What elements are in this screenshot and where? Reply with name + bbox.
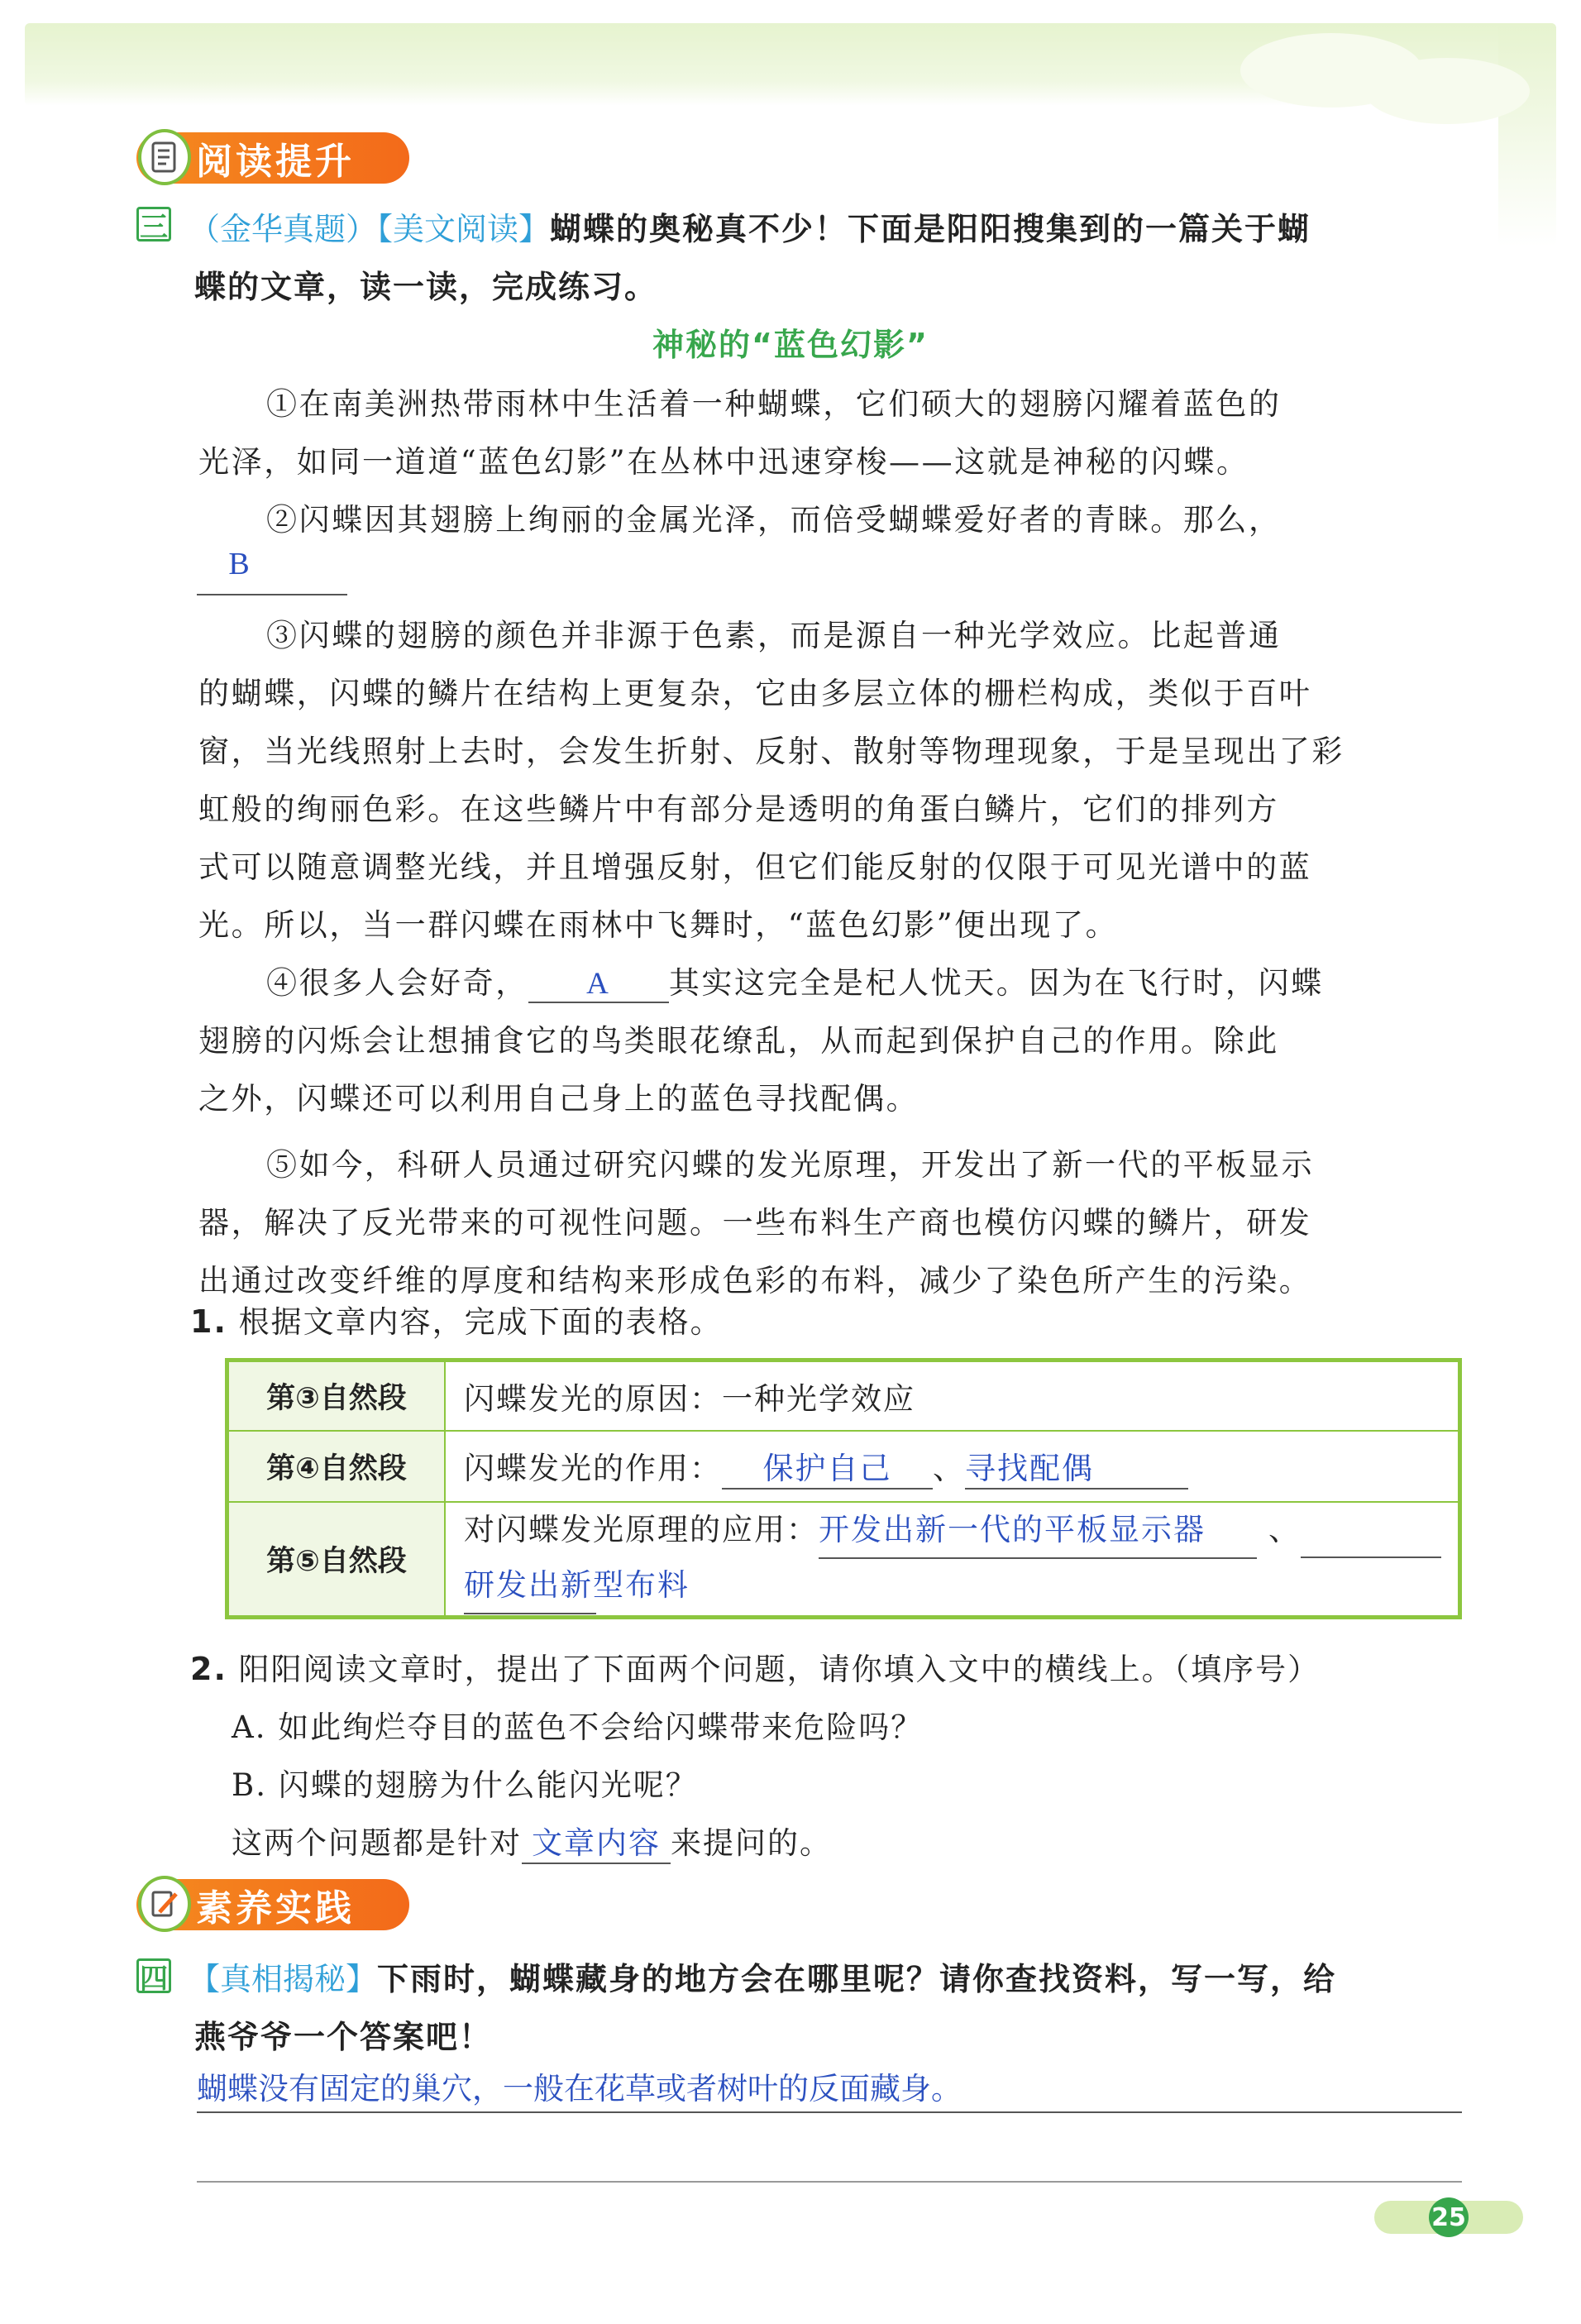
answer-field: 寻找配偶 [965,1443,1188,1490]
question-number-4: 四 [136,1958,171,1993]
book-icon [138,129,191,185]
footer-divider [197,2181,1462,2183]
section-badge-reading [136,132,409,184]
task-number: 2. [190,1651,227,1687]
article-title: 神秘的“蓝色幻影” [652,327,929,363]
table-row [228,1431,1459,1502]
paragraph-2-line: ②闪蝶因其翅膀上绚丽的金属光泽，而倍受蝴蝶爱好者的青睐。那么， [266,502,1282,538]
conclusion-text: 这两个问题都是针对 [232,1825,522,1861]
separator: 、 [933,1451,965,1486]
page-number: 25 [1429,2197,1469,2237]
question-number-3: 三 [136,207,171,241]
paragraph-1-line: ①在南美洲热带雨林中生活着一种蝴蝶，它们硕大的翅膀闪耀着蓝色的 [266,386,1282,422]
paragraph-5-line: ⑤如今，科研人员通过研究闪蝶的发光原理，开发出了新一代的平板显示 [266,1147,1315,1183]
paragraph-4-line: 之外，闪蝶还可以利用自己身上的蓝色寻找配偶。 [198,1081,919,1117]
separator: 、 [1268,1512,1301,1547]
task-number: 1. [190,1303,227,1340]
paragraph-3-line: 的蝴蝶，闪蝶的鳞片在结构上更复杂，它由多层立体的栅栏构成，类似于百叶 [198,676,1312,711]
section-title: 阅读提升 [196,141,355,183]
answer-field: 保护自己 [722,1443,933,1490]
paragraph-3-line: 窗，当光线照射上去时，会发生折射、反射、散射等物理现象，于是呈现出了彩 [198,734,1345,769]
answer-field: 文章内容 [522,1818,671,1864]
task-2-prompt [190,1644,1320,1689]
prompt-text-2: 燕爷爷一个答案吧！ [194,2019,493,2055]
paragraph-5-line: 出通过改变纤维的厚度和结构来形成色彩的布料，减少了染色所产生的污染。 [198,1263,1312,1298]
blank-B [197,546,347,595]
option-B: B. 闪蝶的翅膀为什么能闪光呢？ [232,1767,698,1803]
page-number-badge [1366,2196,1531,2239]
answer-field: 开发出新一代的平板显示器 [819,1504,1257,1559]
answer-text: 蝴蝶没有固定的巢穴，一般在花草或者树叶的反面藏身。 [197,2073,962,2106]
row-head: 第④自然段 [228,1431,445,1502]
p4-text-b: 其实这完全是杞人忧天。因为在飞行时，闪蝶 [668,965,1324,1001]
row-content [445,1502,1459,1616]
question-3-intro [189,203,1311,249]
empty-blank [1301,1504,1441,1558]
row-head: 第⑤自然段 [228,1502,445,1616]
paragraph-3-line: 光。所以，当一群闪蝶在雨林中飞舞时，“蓝色幻影”便出现了。 [198,907,1119,943]
question-4-prompt [189,1953,1336,1999]
prompt-text: 下雨时，蝴蝶藏身的地方会在哪里呢？请你查找资料，写一写，给 [377,1961,1337,1997]
answer-line [197,2063,1462,2113]
table-row [228,1361,1459,1431]
paragraph-5-line: 器，解决了反光带来的可视性问题。一些布料生产商也模仿闪蝶的鳞片，研发 [198,1205,1312,1241]
paragraph-3-line: 虹般的绚丽色彩。在这些鳞片中有部分是透明的角蛋白鳞片，它们的排列方 [198,791,1279,827]
intro-text: 蝴蝶的奥秘真不少！下面是阳阳搜集到的一篇关于蝴 [550,211,1311,247]
task-2-conclusion [232,1818,832,1864]
paragraph-3-line: 式可以随意调整光线，并且增强反射，但它们能反射的仅限于可见光谱中的蓝 [198,849,1312,885]
row-text: 闪蝶发光的作用： [464,1451,722,1486]
task-text: 阳阳阅读文章时，提出了下面两个问题，请你填入文中的横线上。（填序号） [238,1652,1321,1687]
paragraph-3-line: ③闪蝶的翅膀的颜色并非源于色素，而是源自一种光学效应。比起普通 [266,618,1282,653]
task-text: 根据文章内容，完成下面的表格。 [238,1304,723,1340]
cloud-decoration [1364,58,1530,124]
side-band [1498,23,1556,246]
row-text: 对闪蝶发光原理的应用： [464,1512,819,1547]
p4-text-a: ④很多人会好奇， [266,965,528,1001]
pencil-icon [138,1876,191,1932]
intro-text-2: 蝶的文章，读一读，完成练习。 [194,269,658,305]
paragraph-4-line: 翅膀的闪烁会让想捕食它的鸟类眼花缭乱，从而起到保护自己的作用。除此 [198,1023,1279,1059]
section-title: 素养实践 [196,1887,355,1929]
section-badge-practice [136,1879,409,1930]
category-tag: 【真相揭秘】 [189,1961,378,1997]
source-tag: （金华真题） [189,211,378,247]
category-tag: 【美文阅读】 [377,211,551,247]
row-text: 闪蝶发光的原因：一种光学效应 [445,1361,1459,1431]
blank-answer: B [228,547,250,581]
blank-A: A [528,966,669,1003]
conclusion-text: 来提问的。 [671,1825,832,1861]
answer-field: 研发出新型布料 [464,1560,596,1614]
answer-table [225,1358,1462,1619]
row-content [445,1431,1459,1502]
option-A: A. 如此绚烂夺目的蓝色不会给闪蝶带来危险吗？ [232,1710,924,1745]
paragraph-1-line: 光泽，如同一道道“蓝色幻影”在丛林中迅速穿梭——这就是神秘的闪蝶。 [198,444,1249,480]
row-head: 第③自然段 [228,1361,445,1431]
task-1-prompt [190,1297,723,1341]
table-row [228,1502,1459,1616]
paragraph-4-line [266,958,1531,1003]
